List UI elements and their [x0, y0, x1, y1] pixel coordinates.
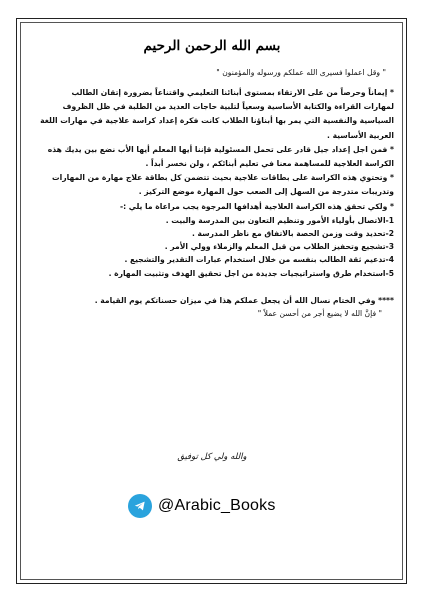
- list-item: 3-تشجيع وتحفيز الطلاب من قبل المعلم والزملاء وولي الأمر .: [164, 242, 394, 252]
- telegram-icon: [128, 494, 152, 518]
- content-paragraph: [30, 171, 394, 198]
- requirements-list: [30, 214, 394, 280]
- intro-line: السياسية والنفسية التي يمر بها أبناؤنا الطلاب كانت فكرة إعداد كراسة علاجية في مهارات اللغة: [40, 116, 394, 126]
- intro-line: العربية الأساسية .: [327, 130, 394, 140]
- list-item: 4-تدعيم ثقة الطالب بنفسه من خلال استخدام عبارات التقدير والتشجيع .: [124, 255, 394, 265]
- closing-signature: والله ولي كل توفيق: [177, 452, 247, 462]
- list-item: 5-استخدام طرق واستراتيجيات جديدة من اجل تحقيق الهدف وتثبيت المهارة .: [108, 268, 394, 278]
- quran-verse: " وقل اعملوا فسيرى الله عملكم ورسوله والمؤمنون ": [216, 68, 386, 77]
- intro-line: لمهارات القراءة والكتابة الأساسية وسعياً لتلبية حاجات العديد من الطلبة في ظل الظروف: [62, 102, 394, 112]
- closing-verse: " فإنَّ الله لا يضيع أجر من أحسن عملاً ": [257, 309, 382, 319]
- list-item: 2-تحديد وقت وزمن الحصة بالاتفاق مع ناظر المدرسة .: [192, 229, 394, 239]
- telegram-channel-badge[interactable]: [128, 494, 276, 518]
- closing-prayer: **** وفي الختام نسال الله أن يجعل عملكم هذا في ميزان حسناتكم يوم القيامة .: [94, 295, 394, 305]
- teacher-line: * فمن اجل إعداد جيل قادر على تحمل المسئولية قإننا أيها المعلم أيها الأب نضع بين يديك هذه: [47, 144, 394, 154]
- document-title: بسم الله الرحمن الرحيم: [143, 38, 281, 54]
- list-item: 1-الاتصال بأولياء الأمور وتنظيم التعاون بين المدرسة والبيت .: [165, 215, 394, 225]
- document-page: [30, 38, 394, 558]
- requirements-intro: * ولكي تحقق هذه الكراسة العلاجية أهدافها المرجوة يجب مراعاة ما يلي :-: [119, 201, 394, 211]
- channel-name: @Arabic_Books: [158, 497, 276, 514]
- content-line: * وتحتوي هذه الكراسة على بطاقات علاجية بحيث تتضمن كل بطاقة علاج مهارة من المهارات: [52, 173, 394, 183]
- teacher-paragraph: [30, 143, 394, 170]
- intro-line: * إيماناً وحرصاً من على الارتقاء بمستوى أبنائنا التعليمي واقتناعاً بضرورة إتقان الطالب: [71, 88, 394, 97]
- teacher-line: الكراسة العلاجية للمساهمة معنا في تعليم أبنائكم ، ولن نخسر أبداً .: [145, 159, 394, 169]
- content-line: وتدريبات متدرجة من السهل إلى الصعب حول المهارة موضع التركيز .: [138, 187, 394, 197]
- intro-paragraph: [30, 86, 394, 142]
